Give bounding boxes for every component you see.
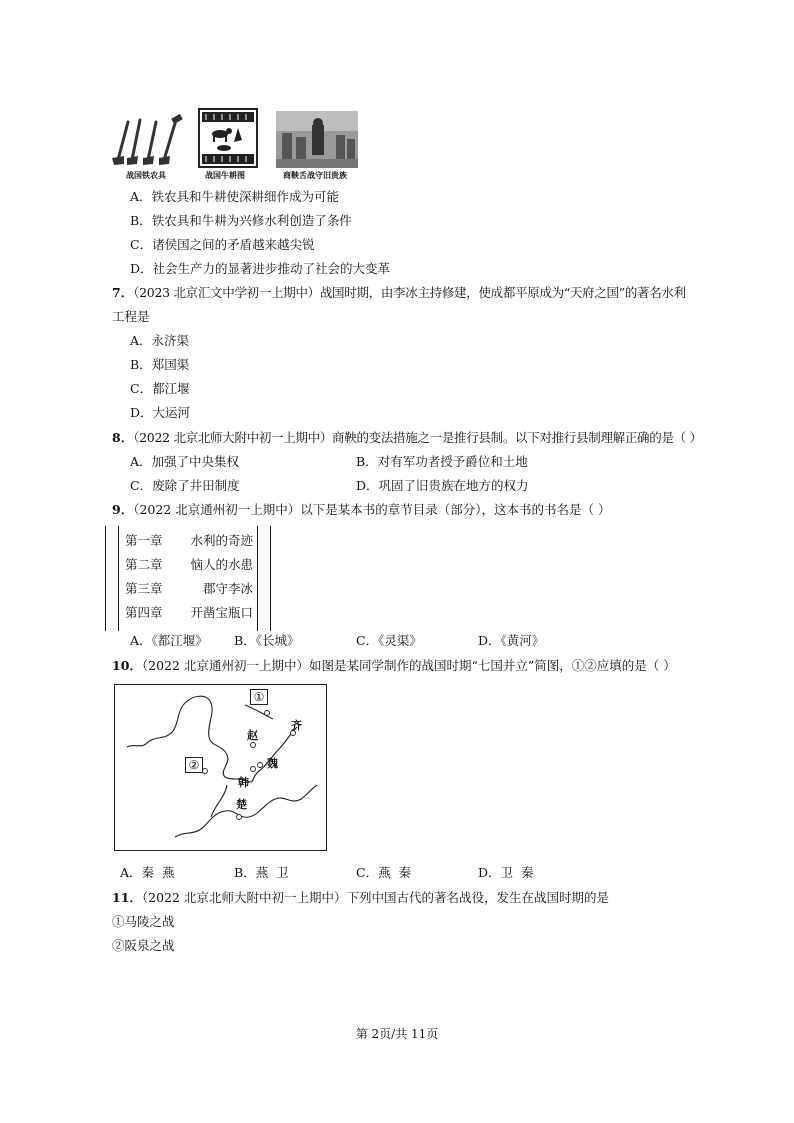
toc-row-4-title: 开凿宝瓶口 <box>190 605 253 620</box>
option-text: 对有军功者授予爵位和土地 <box>377 454 528 469</box>
toc-border-left-inner <box>118 526 119 631</box>
iron-tools-image <box>110 110 190 168</box>
q9-option-c[interactable] <box>356 633 422 649</box>
option-text: 《都江堰》 <box>151 633 208 648</box>
option-text: 铁农具和牛耕使深耕细作成为可能 <box>151 189 340 204</box>
option-letter: B． <box>234 633 256 648</box>
question-text: （2022 北京通州初一上期中）如图是某同学制作的战国时期“七国并立”简图，①②应填的是（ ） <box>141 658 676 673</box>
figure-shang-yang <box>276 111 358 168</box>
option-letter: C． <box>130 381 153 396</box>
figure-caption-iron-tools: 战国铁农具 <box>126 170 166 180</box>
option-letter: D． <box>478 633 501 648</box>
question-text: （2022 北京北师大附中初一上期中）商鞅的变法措施之一是推行县制。以下对推行县制理解正确的是（ ） <box>133 430 702 445</box>
map-label-wei: 魏 <box>267 757 278 770</box>
q10-option-a[interactable] <box>120 865 174 881</box>
question-number: 7． <box>112 285 134 300</box>
toc-row-2-chapter: 第二章 <box>125 557 163 572</box>
option-letter: C． <box>130 478 153 493</box>
q9-stem <box>112 502 610 518</box>
option-letter: D． <box>478 865 501 880</box>
question-text: （2022 北京北师大附中初一上期中）下列中国古代的著名战役，发生在战国时期的是 <box>141 890 609 905</box>
option-text: 秦 燕 <box>141 865 175 880</box>
option-letter: D． <box>130 405 153 420</box>
option-text: 诸侯国之间的矛盾越来越尖锐 <box>152 237 315 252</box>
option-letter: D． <box>356 478 379 493</box>
option-letter: B． <box>234 865 256 880</box>
option-text: 都江堰 <box>152 381 190 396</box>
map-label-han: 韩 <box>238 776 249 789</box>
option-letter: B． <box>130 213 152 228</box>
q7-option-d[interactable] <box>130 405 190 421</box>
option-letter: A． <box>130 333 152 348</box>
option-text: 巩固了旧贵族在地方的权力 <box>378 478 529 493</box>
figure-caption-ox-plowing: 战国牛耕图 <box>205 170 245 180</box>
q11-item-2: ②阪泉之战 <box>112 938 175 953</box>
shang-yang-image <box>276 111 358 168</box>
q11-item-1: ①马陵之战 <box>112 914 175 929</box>
page-footer: 第 2页/共 11页 <box>355 1027 439 1041</box>
option-text: 大运河 <box>152 405 191 420</box>
q8-option-d[interactable] <box>356 478 529 494</box>
q10-option-d[interactable] <box>478 865 533 881</box>
q8-option-a[interactable] <box>130 454 239 470</box>
toc-row-1-title: 水利的奇迹 <box>190 533 253 548</box>
figure-caption-shang-yang: 商鞅舌战守旧贵族 <box>283 170 347 180</box>
map-label-chu: 楚 <box>236 798 247 811</box>
option-letter: B． <box>356 454 378 469</box>
q8-stem <box>112 430 702 446</box>
option-letter: B． <box>130 357 152 372</box>
q9-option-b[interactable] <box>234 633 299 649</box>
q7-option-b[interactable] <box>130 357 189 373</box>
q10-option-c[interactable] <box>356 865 411 881</box>
option-text: 郑国渠 <box>151 357 190 372</box>
option-letter: A． <box>130 189 152 204</box>
option-text: 永济渠 <box>151 333 190 348</box>
option-text: 铁农具和牛耕为兴修水利创造了条件 <box>151 213 352 228</box>
option-text: 废除了井田制度 <box>152 478 240 493</box>
figure-ox-plowing <box>198 108 258 168</box>
q10-option-b[interactable] <box>234 865 289 881</box>
question-number: 10． <box>112 658 142 673</box>
question-number: 8． <box>112 430 134 445</box>
option-text: 社会生产力的显著进步推动了社会的大变革 <box>152 261 391 276</box>
seven-states-map-lines <box>115 685 326 850</box>
option-text: 《黄河》 <box>500 633 545 648</box>
option-text: 燕 卫 <box>255 865 289 880</box>
toc-border-right-inner <box>257 526 258 631</box>
question-number: 9． <box>112 502 134 517</box>
q9-option-d[interactable] <box>478 633 544 649</box>
map-label-qi: 齐 <box>291 719 302 732</box>
option-letter: A． <box>120 865 142 880</box>
q6-option-d[interactable] <box>130 261 390 277</box>
q10-stem <box>112 658 676 674</box>
q6-option-c[interactable] <box>130 237 315 253</box>
q7-option-a[interactable] <box>130 333 189 349</box>
toc-row-4-chapter: 第四章 <box>125 605 163 620</box>
q6-option-b[interactable] <box>130 213 352 229</box>
option-text: 《灵渠》 <box>378 633 422 648</box>
toc-row-1-chapter: 第一章 <box>125 533 163 548</box>
q11-stem <box>112 890 609 906</box>
figure-iron-tools <box>110 110 190 168</box>
q9-toc-table <box>105 526 271 631</box>
q9-option-a[interactable] <box>130 633 208 649</box>
q7-stem <box>112 285 692 301</box>
option-letter: C． <box>356 633 379 648</box>
map-box-1: ① <box>250 689 268 705</box>
toc-row-3-title: 郡守李冰 <box>202 581 253 596</box>
q8-option-b[interactable] <box>356 454 528 470</box>
toc-border-left <box>105 526 106 631</box>
question-text: （2023 北京汇文中学初一上期中）战国时期，由李冰主持修建，使成都平原成为“天府之国”的著名水利 <box>133 285 686 300</box>
question-number: 11． <box>112 890 142 905</box>
option-letter: A． <box>130 454 152 469</box>
q7-option-c[interactable] <box>130 381 190 397</box>
q6-option-a[interactable] <box>130 189 339 205</box>
option-letter: A． <box>130 633 152 648</box>
option-text: 《长城》 <box>255 633 300 648</box>
q10-map <box>114 684 327 851</box>
q8-option-c[interactable] <box>130 478 240 494</box>
map-box-2: ② <box>185 757 203 773</box>
toc-row-2-title: 恼人的水患 <box>190 557 253 572</box>
toc-border-right <box>270 526 271 631</box>
option-letter: D． <box>130 261 153 276</box>
map-label-zhao: 赵 <box>247 729 258 742</box>
option-letter: C． <box>130 237 153 252</box>
option-text: 卫 秦 <box>500 865 534 880</box>
question-text: （2022 北京通州初一上期中）以下是某本书的章节目录（部分），这本书的书名是（ ） <box>133 502 611 517</box>
q7-stem-line2: 工程是 <box>112 309 150 324</box>
option-letter: C． <box>356 865 379 880</box>
option-text: 燕 秦 <box>378 865 412 880</box>
toc-row-3-chapter: 第三章 <box>125 581 163 596</box>
option-text: 加强了中央集权 <box>151 454 240 469</box>
ox-plowing-image <box>198 108 258 168</box>
